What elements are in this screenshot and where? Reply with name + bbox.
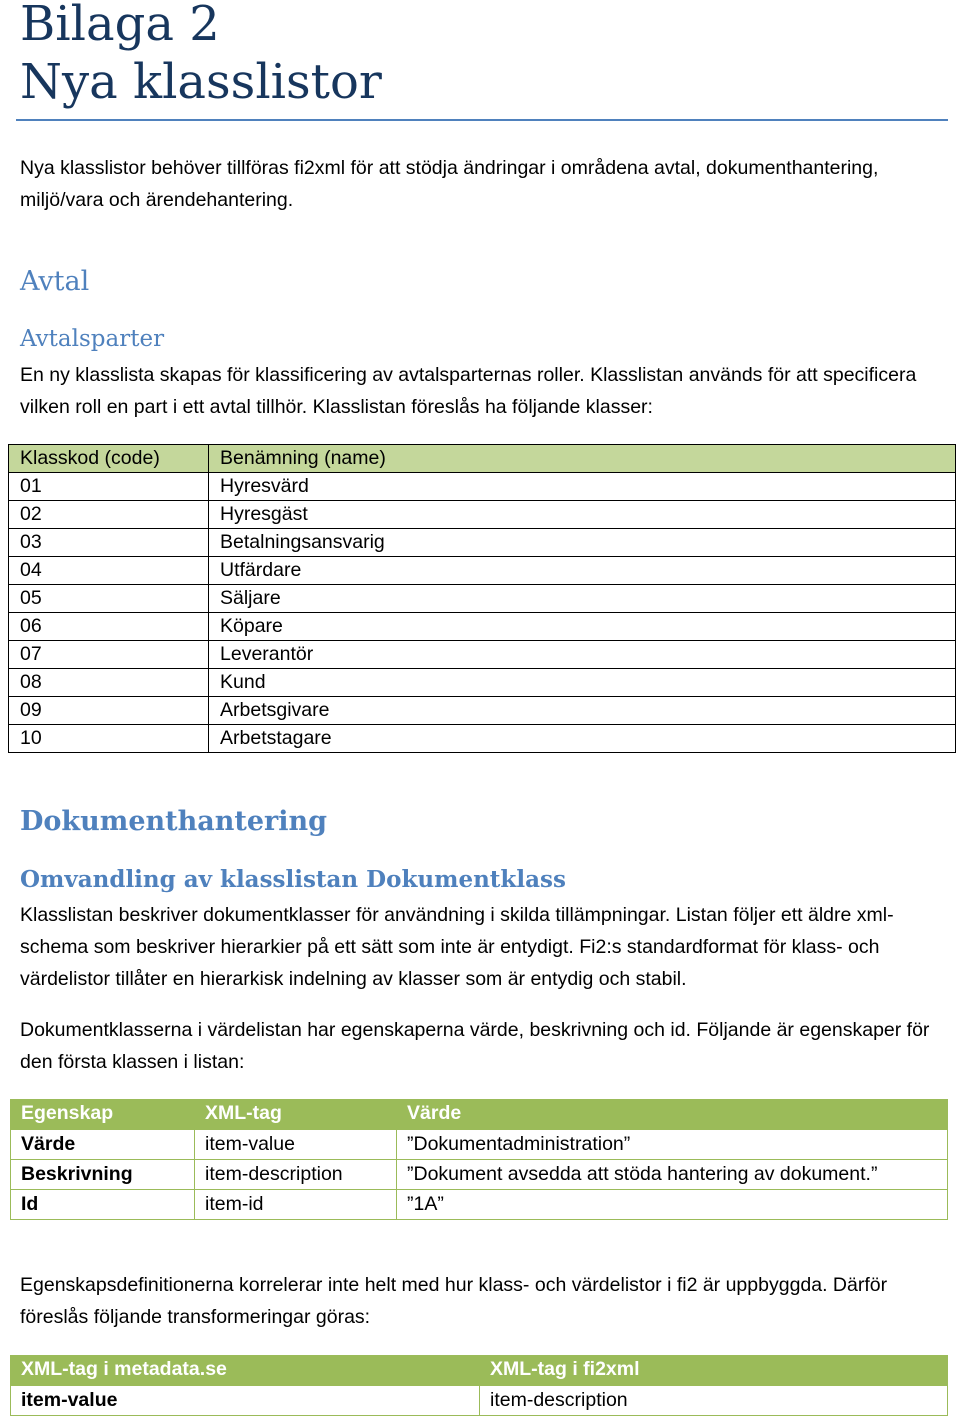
cell-name: Hyresvärd [209, 473, 956, 501]
table-row [9, 669, 956, 697]
table-row [9, 557, 956, 585]
table-row [9, 501, 956, 529]
column-header-egenskap: Egenskap [11, 1099, 195, 1129]
cell-xml-tag: item-id [195, 1189, 397, 1219]
table-row [11, 1129, 948, 1159]
cell-name: Betalningsansvarig [209, 529, 956, 557]
cell-name: Hyresgäst [209, 501, 956, 529]
cell-xml-tag: item-description [195, 1159, 397, 1189]
cell-fi2xml-tag: item-description [480, 1385, 948, 1415]
cell-code: 05 [9, 585, 209, 613]
heading-avtal: Avtal [20, 266, 90, 297]
column-header-xml-tag: XML-tag [195, 1099, 397, 1129]
cell-name: Leverantör [209, 641, 956, 669]
cell-code: 01 [9, 473, 209, 501]
column-header-varde: Värde [397, 1099, 948, 1129]
intro-paragraph: Nya klasslistor behöver tillföras fi2xml för att stödja ändringar i områdena avtal, dokumenthantering, miljö/vara och ärendehantering. [20, 157, 879, 211]
dokument-paragraph-1: Klasslistan beskriver dokumentklasser för användning i skilda tillämpningar. Listan följer ett äldre xml-schema som beskriver hierarkier på ett sätt som inte är entydigt. Fi2:s standardformat för klass- och värdelistor tillåter en hierarkisk indelning av klasser som är entydig och stabil. [20, 904, 894, 990]
table-row [11, 1385, 948, 1415]
avtalsparter-table [8, 444, 956, 753]
cell-xml-tag: item-value [195, 1129, 397, 1159]
cell-code: 06 [9, 613, 209, 641]
dokument-paragraph-2: Dokumentklasserna i värdelistan har egenskaperna värde, beskrivning och id. Följande är egenskaper för den första klassen i listan: [20, 1019, 930, 1073]
egenskaper-table [10, 1099, 948, 1220]
table-row [9, 697, 956, 725]
avtal-paragraph: En ny klasslista skapas för klassificering av avtalsparternas roller. Klasslistan används för att specificera vilken roll en part i ett avtal tillhör. Klasslistan föreslås ha följande klasser: [20, 364, 917, 418]
cell-name: Köpare [209, 613, 956, 641]
table-header-row [11, 1099, 948, 1129]
table-row [11, 1159, 948, 1189]
cell-egenskap: Värde [11, 1129, 195, 1159]
heading-dokumenthantering: Dokumenthantering [20, 806, 328, 837]
cell-code: 10 [9, 725, 209, 753]
cell-code: 02 [9, 501, 209, 529]
table-header-row [11, 1355, 948, 1385]
cell-code: 07 [9, 641, 209, 669]
table-header-row [9, 445, 956, 473]
subheading-omvandling: Omvandling av klasslistan Dokumentklass [20, 866, 566, 893]
cell-code: 09 [9, 697, 209, 725]
table-row [9, 585, 956, 613]
table-row [9, 529, 956, 557]
cell-code: 03 [9, 529, 209, 557]
cell-metadata-tag: item-value [11, 1385, 480, 1415]
cell-code: 08 [9, 669, 209, 697]
table-row [11, 1189, 948, 1219]
table-row [9, 725, 956, 753]
cell-egenskap: Beskrivning [11, 1159, 195, 1189]
cell-name: Arbetstagare [209, 725, 956, 753]
column-header-name: Benämning (name) [209, 445, 956, 473]
document-title-line2: Nya klasslistor [20, 54, 382, 110]
table-row [9, 473, 956, 501]
table-row [9, 641, 956, 669]
cell-varde: ”Dokument avsedda att stöda hantering av dokument.” [397, 1159, 948, 1189]
transformering-table [10, 1355, 948, 1416]
cell-egenskap: Id [11, 1189, 195, 1219]
column-header-fi2xml: XML-tag i fi2xml [480, 1355, 948, 1385]
cell-name: Utfärdare [209, 557, 956, 585]
table-row [9, 613, 956, 641]
document-title-line1: Bilaga 2 [20, 0, 220, 52]
column-header-code: Klasskod (code) [9, 445, 209, 473]
column-header-metadata: XML-tag i metadata.se [11, 1355, 480, 1385]
cell-varde: ”Dokumentadministration” [397, 1129, 948, 1159]
cell-name: Kund [209, 669, 956, 697]
cell-code: 04 [9, 557, 209, 585]
cell-name: Säljare [209, 585, 956, 613]
cell-name: Arbetsgivare [209, 697, 956, 725]
dokument-paragraph-3: Egenskapsdefinitionerna korrelerar inte helt med hur klass- och värdelistor i fi2 är uppbyggda. Därför föreslås följande transformeringar göras: [20, 1274, 888, 1328]
cell-varde: ”1A” [397, 1189, 948, 1219]
subheading-avtalsparter: Avtalsparter [20, 326, 165, 352]
title-underline [16, 119, 948, 121]
